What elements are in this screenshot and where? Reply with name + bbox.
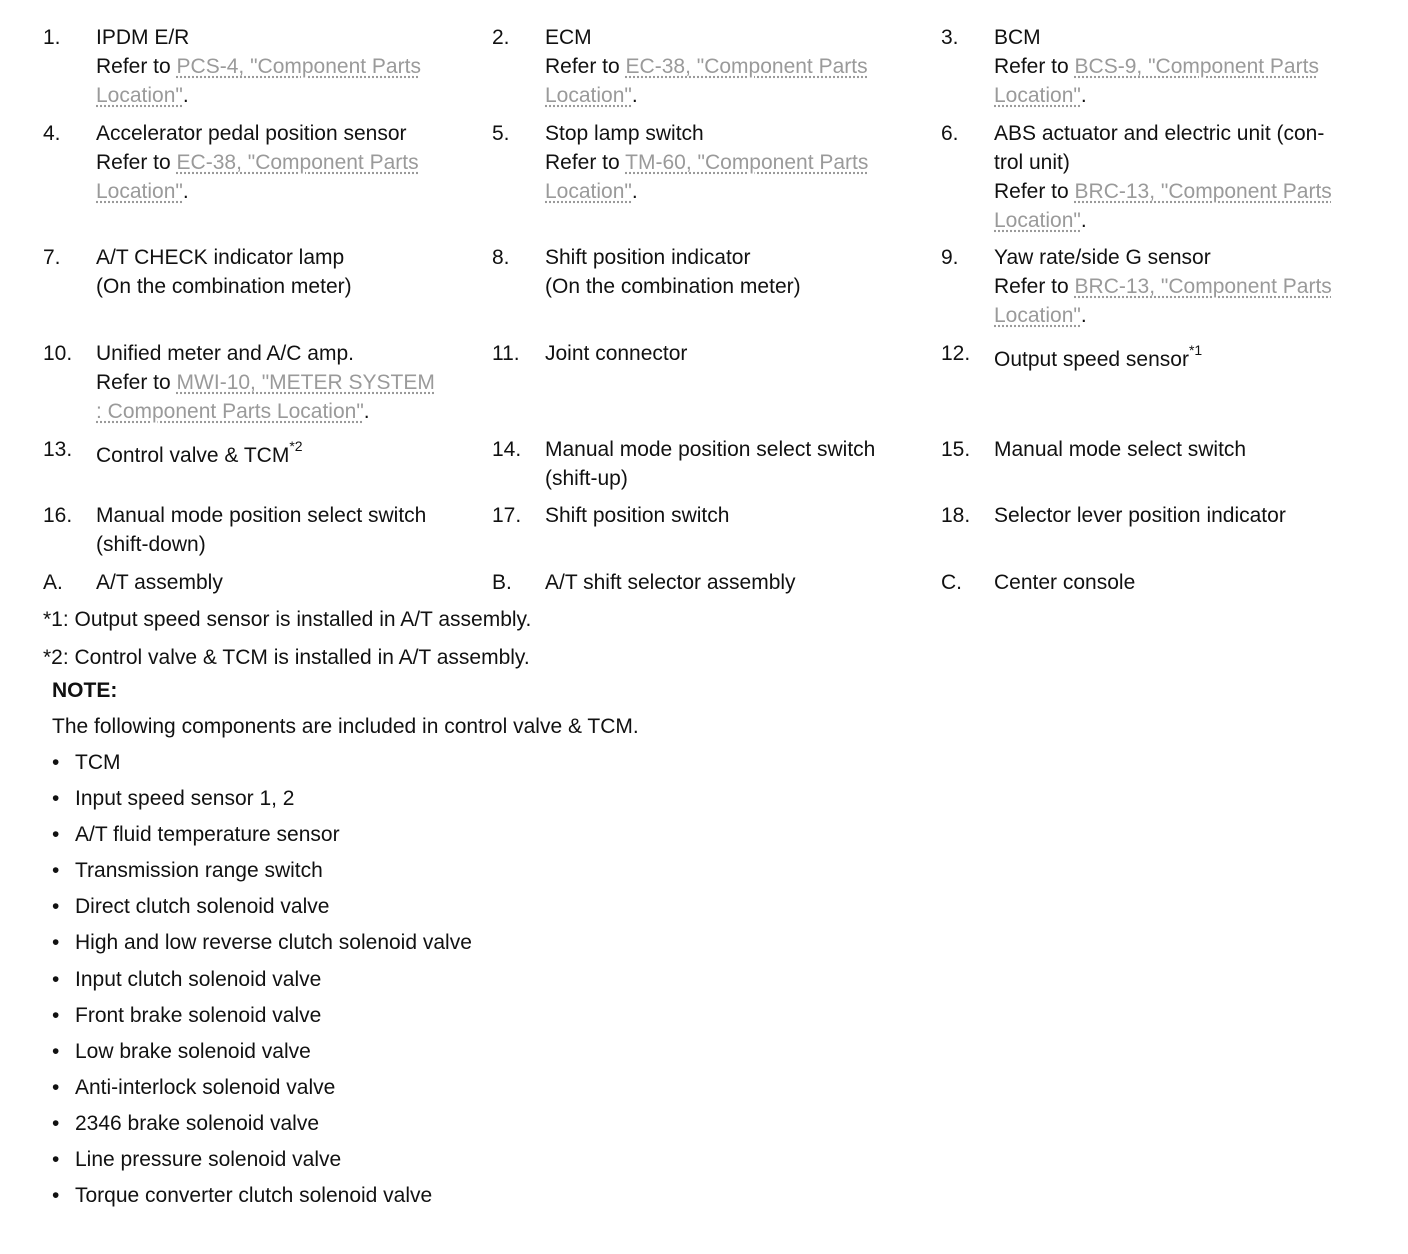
- reference-link-bcs-9-cont[interactable]: Location": [994, 84, 1081, 107]
- item-name: Output speed sensor: [994, 348, 1189, 371]
- item-name: Control valve & TCM: [96, 444, 290, 467]
- item-number: 13.: [43, 438, 73, 461]
- item-number: 3.: [941, 26, 959, 49]
- refer-label: Refer to: [96, 371, 171, 394]
- item-name: Yaw rate/side G sensor: [994, 246, 1211, 269]
- item-letter: B.: [492, 571, 512, 594]
- item-number: 4.: [43, 122, 61, 145]
- item-number: 12.: [941, 342, 971, 365]
- item-number: 5.: [492, 122, 510, 145]
- item-number: 1.: [43, 26, 61, 49]
- item-name: Shift position indicator: [545, 246, 751, 269]
- refer-label: Refer to: [96, 151, 171, 174]
- item-name: Shift position switch: [545, 504, 730, 527]
- reference-link-mwi-10[interactable]: MWI-10, "METER SYSTEM: [176, 371, 435, 394]
- reference-link-ec-38-cont[interactable]: Location": [96, 180, 183, 203]
- item-number: 14.: [492, 438, 522, 461]
- item-number: 9.: [941, 246, 959, 269]
- footnote-marker: *2: [289, 438, 303, 454]
- item-number: 15.: [941, 438, 971, 461]
- item-name: Manual mode position select switch: [96, 504, 427, 527]
- item-name: Center console: [994, 571, 1136, 594]
- item-number: 6.: [941, 122, 959, 145]
- footnote-2: *2: Control valve & TCM is installed in A/T assembly.: [43, 646, 530, 669]
- item-location: (On the combination meter): [96, 275, 352, 298]
- refer-label: Refer to: [994, 180, 1069, 203]
- item-name: Selector lever position indicator: [994, 504, 1286, 527]
- item-number: 8.: [492, 246, 510, 269]
- item-number: 2.: [492, 26, 510, 49]
- bullet-icon: •: [52, 1148, 60, 1172]
- item-number: 7.: [43, 246, 61, 269]
- item-name-cont: (shift-up): [545, 467, 628, 490]
- bullet-icon: •: [52, 931, 60, 955]
- bullet-icon: •: [52, 1075, 60, 1099]
- reference-link-bcs-9[interactable]: BCS-9, "Component Parts: [1074, 55, 1319, 78]
- reference-link-mwi-10-cont[interactable]: : Component Parts Location": [96, 400, 364, 423]
- item-name: IPDM E/R: [96, 26, 190, 49]
- reference-link-tm-60[interactable]: TM-60, "Component Parts: [625, 151, 869, 174]
- refer-label: Refer to: [994, 55, 1069, 78]
- item-name: A/T assembly: [96, 571, 223, 594]
- bullet-icon: •: [52, 895, 60, 919]
- item-name: Stop lamp switch: [545, 122, 704, 145]
- item-number: 18.: [941, 504, 971, 527]
- item-name: ABS actuator and electric unit (con-: [994, 122, 1325, 145]
- footnote-1: *1: Output speed sensor is installed in A/T assembly.: [43, 608, 532, 631]
- refer-label: Refer to: [994, 275, 1069, 298]
- reference-link-ec-38[interactable]: EC-38, "Component Parts: [176, 151, 419, 174]
- bullet-icon: •: [52, 1184, 60, 1208]
- item-name: ECM: [545, 26, 592, 49]
- reference-link-ec-38[interactable]: EC-38, "Component Parts: [625, 55, 868, 78]
- bullet-icon: •: [52, 787, 60, 811]
- item-name: A/T shift selector assembly: [545, 571, 796, 594]
- item-letter: A.: [43, 571, 63, 594]
- reference-link-pcs-4-cont[interactable]: Location": [96, 84, 183, 107]
- bullet-icon: •: [52, 1003, 60, 1027]
- item-name: Accelerator pedal position sensor: [96, 122, 407, 145]
- reference-link-brc-13[interactable]: BRC-13, "Component Parts: [1074, 180, 1332, 203]
- item-name: BCM: [994, 26, 1041, 49]
- note-intro: The following components are included in control valve & TCM.: [52, 715, 639, 738]
- item-letter: C.: [941, 571, 962, 594]
- note-title: NOTE:: [52, 679, 118, 702]
- item-name-cont: trol unit): [994, 151, 1070, 174]
- bullet-icon: •: [52, 823, 60, 847]
- bullet-icon: •: [52, 751, 60, 774]
- item-number: 11.: [492, 342, 520, 365]
- reference-link-brc-13-cont[interactable]: Location": [994, 209, 1081, 232]
- refer-label: Refer to: [545, 55, 620, 78]
- refer-label: Refer to: [96, 55, 171, 78]
- bullet-icon: •: [52, 1111, 60, 1135]
- item-name: A/T CHECK indicator lamp: [96, 246, 345, 269]
- item-name: Manual mode position select switch: [545, 438, 876, 461]
- item-name: Unified meter and A/C amp.: [96, 342, 354, 365]
- reference-link-ec-38-cont[interactable]: Location": [545, 84, 632, 107]
- reference-link-pcs-4[interactable]: PCS-4, "Component Parts: [176, 55, 421, 78]
- item-number: 10.: [43, 342, 73, 365]
- bullet-icon: •: [52, 1039, 60, 1063]
- footnote-marker: *1: [1188, 342, 1203, 358]
- reference-link-tm-60-cont[interactable]: Location": [545, 180, 632, 203]
- reference-link-brc-13[interactable]: BRC-13, "Component Parts: [1074, 275, 1332, 298]
- reference-link-brc-13-cont[interactable]: Location": [994, 304, 1081, 327]
- item-name: Joint connector: [545, 342, 688, 365]
- item-name-cont: (shift-down): [96, 533, 206, 556]
- item-number: 16.: [43, 504, 73, 527]
- item-name: Manual mode select switch: [994, 438, 1247, 461]
- bullet-icon: •: [52, 859, 60, 883]
- item-number: 17.: [492, 504, 522, 527]
- bullet-icon: •: [52, 967, 60, 991]
- item-location: (On the combination meter): [545, 275, 801, 298]
- refer-label: Refer to: [545, 151, 620, 174]
